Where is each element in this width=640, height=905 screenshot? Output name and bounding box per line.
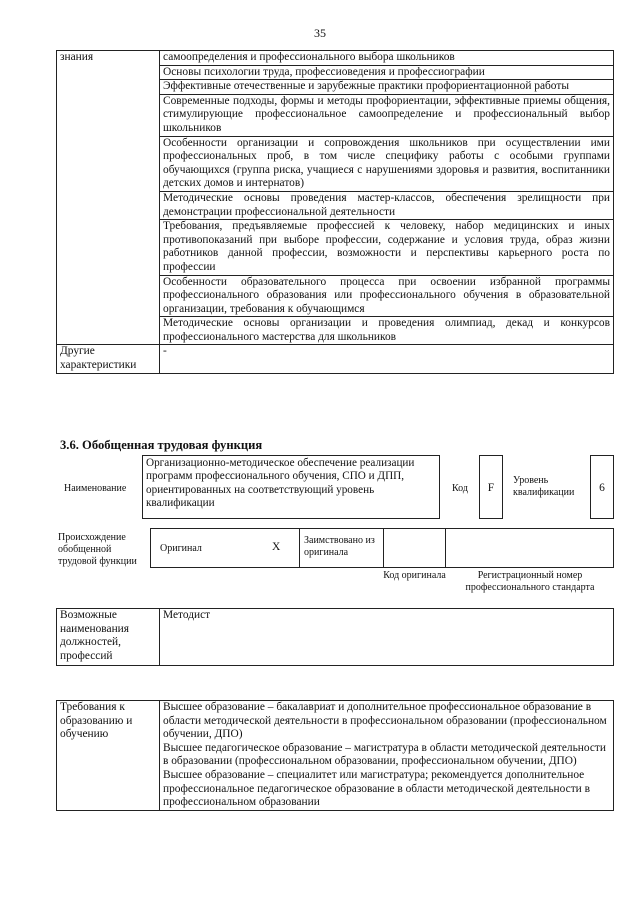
education-requirements: [160, 701, 614, 811]
knowledge-item: Основы психологии труда, профессиоведения и профессиографии: [160, 65, 614, 80]
knowledge-table: [56, 50, 614, 374]
table-row: [57, 345, 614, 373]
knowledge-item: Методические основы организации и проведения олимпиад, декад и конкурсов профессионального мастерства для школьников: [160, 317, 614, 345]
table-row: [57, 609, 614, 666]
knowledge-item: Особенности организации и сопровождения школьников при осуществлении ими профессиональных проб, в том числе специфику работы с особыми группами обучающихся (группа риска, учащиеся с нарушениями здоровья и развития, воспитанники детских домов и интернатов): [160, 136, 614, 191]
knowledge-item: Требования, предъявляемые профессией к человеку, набор медицинских и иных противопоказаний при выборе профессии, содержание и условия труда, образ жизни работников данной профессии, возможности и перспективы карьерного роста по профессии: [160, 220, 614, 275]
gf-code-value: F: [479, 455, 503, 519]
gf-level-value: 6: [590, 455, 614, 519]
knowledge-item: Современные подходы, формы и методы профориентации, эффективные приемы общения, стимулирующие профессиональное самоопределение и профессиональный выбор школьников: [160, 94, 614, 136]
education-requirement: Высшее образование – специалитет или магистратура; рекомендуется дополнительное профессиональное педагогическое образование в области методической деятельности в профессиональном образовании: [163, 768, 590, 809]
education-requirement: Высшее педагогическое образование – магистратура в области методической деятельности в образовании (профессиональном образовании, профессиональном обучении, ДПО): [163, 741, 606, 768]
gf-level-label: Уровень квалификации: [513, 475, 575, 498]
education-label: Требования к образованию и обучению: [57, 701, 160, 811]
knowledge-item: Методические основы проведения мастер-классов, обеспечения зрелищности при демонстрации профессиональной деятельности: [160, 191, 614, 219]
gf-code-original-cell: [383, 528, 446, 568]
gf-code-original-caption: Код оригинала: [383, 570, 446, 581]
gf-original-mark: X: [272, 541, 281, 553]
gf-origin-label: Происхождение обобщенной трудовой функции: [58, 532, 137, 567]
knowledge-item: Особенности образовательного процесса при освоении избранной программы профессионального образования или профессионального обучения в образовательной организации, требования к обучающимся: [160, 275, 614, 317]
other-characteristics-value: -: [160, 345, 614, 373]
gf-borrowed-label: Заимствовано из оригинала: [304, 535, 375, 558]
positions-label: Возможные наименования должностей, профессий: [57, 609, 160, 666]
gf-name-value: Организационно-методическое обеспечение реализации программ профессионального обучения, СПО и ДПП, ориентированных на соответствующий уровень квалификации: [142, 455, 440, 519]
positions-value: Методист: [160, 609, 614, 666]
page-number: 35: [314, 26, 326, 40]
knowledge-label: знания: [57, 51, 160, 345]
gf-reg-number-caption: Регистрационный номер профессионального стандарта: [465, 570, 595, 593]
table-row: [57, 701, 614, 811]
knowledge-item: Эффективные отечественные и зарубежные практики профориентационной работы: [160, 80, 614, 95]
gf-reg-number-cell: [445, 528, 614, 568]
gf-name-label: Наименование: [64, 483, 127, 494]
section-title: 3.6. Обобщенная трудовая функция: [60, 438, 263, 452]
other-characteristics-label: Другие характеристики: [57, 345, 160, 373]
gf-original-label: Оригинал: [160, 543, 202, 554]
gf-code-label: Код: [452, 483, 468, 494]
table-row: [57, 51, 614, 66]
education-table: [56, 700, 614, 811]
positions-table: [56, 608, 614, 666]
education-requirement: Высшее образование – бакалавриат и дополнительное профессиональное образование в области методической деятельности в профессиональном образовании (профессиональном обучении, ДПО): [163, 701, 607, 741]
knowledge-item: самоопределения и профессионального выбора школьников: [160, 51, 614, 66]
